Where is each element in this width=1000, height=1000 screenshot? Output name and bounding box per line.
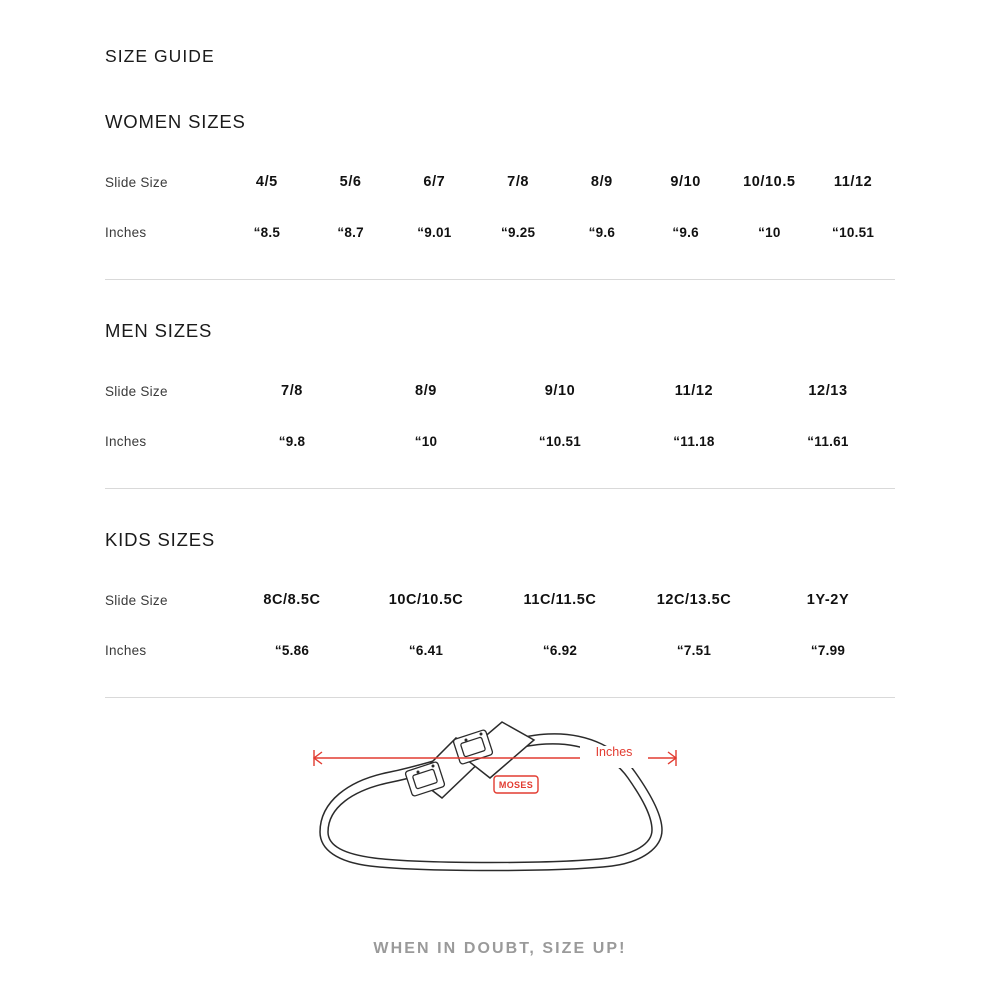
page-title: SIZE GUIDE <box>105 46 215 66</box>
men-size-cell: 7/8 <box>281 383 303 399</box>
row-label-slide-size: Slide Size <box>105 383 168 399</box>
kids-sizes-table <box>105 575 895 675</box>
kids-size-cell: 10C/10.5C <box>388 592 464 608</box>
women-size-cell: 10/10.5 <box>743 174 796 190</box>
men-inch-cell: “9.8 <box>278 433 306 449</box>
women-inch-cell: “10 <box>758 224 781 240</box>
section-kids-sizes <box>105 529 895 698</box>
row-label-inches: Inches <box>105 433 147 449</box>
men-size-cell: 11/12 <box>674 383 714 399</box>
kids-size-cell: 11C/11.5C <box>523 592 597 608</box>
men-inch-cell: “10 <box>414 433 438 449</box>
women-size-cell: 6/7 <box>423 174 446 190</box>
table-row <box>105 625 895 675</box>
section-divider <box>105 488 895 489</box>
men-size-cell: 8/9 <box>415 383 437 399</box>
men-size-cell: 12/13 <box>808 383 848 399</box>
section-men-sizes <box>105 320 895 489</box>
table-row <box>105 157 895 207</box>
men-sizes-table <box>105 366 895 466</box>
table-row <box>105 207 895 257</box>
section-title-women: WOMEN SIZES <box>105 111 246 132</box>
kids-size-cell: 12C/13.5C <box>656 592 732 608</box>
section-women-sizes <box>105 111 895 280</box>
row-label-slide-size: Slide Size <box>105 592 168 608</box>
women-size-cell: 11/12 <box>833 174 873 190</box>
women-inch-cell: “9.25 <box>500 224 536 240</box>
row-label-inches: Inches <box>105 224 147 240</box>
kids-inch-cell: “6.41 <box>408 642 444 658</box>
row-label-slide-size: Slide Size <box>105 174 168 190</box>
brand-badge-icon <box>494 776 538 793</box>
measure-label: Inches <box>595 745 633 759</box>
men-inch-cell: “11.18 <box>673 433 715 449</box>
kids-size-cell: 1Y-2Y <box>806 592 850 608</box>
sandal-illustration <box>105 720 895 930</box>
women-inch-cell: “9.6 <box>588 224 616 240</box>
men-inch-cell: “11.61 <box>807 433 849 449</box>
women-inch-cell: “9.01 <box>417 224 452 240</box>
women-size-cell: 9/10 <box>670 174 701 190</box>
kids-size-cell: 8C/8.5C <box>263 592 321 608</box>
women-size-cell: 8/9 <box>590 174 613 190</box>
women-size-cell: 7/8 <box>507 174 530 190</box>
sandal-diagram-svg <box>290 720 710 900</box>
kids-inch-cell: “5.86 <box>274 642 310 658</box>
kids-inch-cell: “7.51 <box>676 642 712 658</box>
women-size-cell: 4/5 <box>255 174 278 190</box>
men-inch-cell: “10.51 <box>538 433 582 449</box>
brand-badge-text: MOSES <box>498 780 534 790</box>
table-row <box>105 416 895 466</box>
table-row <box>105 575 895 625</box>
footer-note: WHEN IN DOUBT, SIZE UP! <box>373 940 627 957</box>
section-title-kids: KIDS SIZES <box>105 529 216 550</box>
kids-inch-cell: “7.99 <box>810 642 846 658</box>
table-row <box>105 366 895 416</box>
row-label-inches: Inches <box>105 642 147 658</box>
section-divider <box>105 279 895 280</box>
kids-inch-cell: “6.92 <box>542 642 578 658</box>
women-size-cell: 5/6 <box>339 174 362 190</box>
women-inch-cell: “8.7 <box>337 224 364 240</box>
men-size-cell: 9/10 <box>544 383 576 399</box>
women-inch-cell: “10.51 <box>832 224 875 240</box>
women-inch-cell: “9.6 <box>672 224 699 240</box>
women-sizes-table <box>105 157 895 257</box>
section-title-men: MEN SIZES <box>105 320 213 341</box>
women-inch-cell: “8.5 <box>253 224 281 240</box>
section-divider <box>105 697 895 698</box>
